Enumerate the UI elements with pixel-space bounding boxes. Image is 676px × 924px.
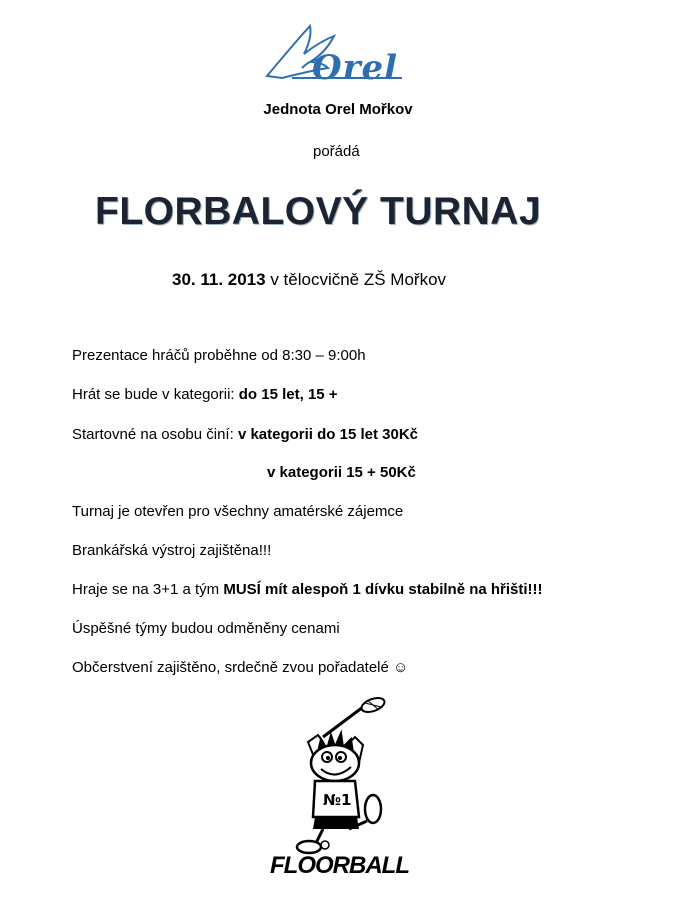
fee-line [72,426,418,443]
event-place: v tělocvičně ZŠ Mořkov [265,270,447,289]
fee-line-2 [267,464,416,481]
organizer-name: Jednota Orel Mořkov [263,101,413,118]
fee-value-under15: v kategorii do 15 let 30Kč [237,426,419,443]
categories-line [72,386,338,403]
registration-line: Prezentace hráčů proběhne od 8:30 – 9:00h [72,347,366,364]
fee-label: Startovné na osobu činí: [72,426,238,443]
fee-value-over15: v kategorii 15 + 50Kč [267,464,416,481]
date-location [172,270,446,290]
logo-wordmark: Orel [312,48,399,88]
event-date: 30. 11. 2013 [172,270,266,289]
rules-requirement: MUSÍ mít alespoň 1 dívku stabilně na hřišti!!! [223,581,543,598]
floorball-player-icon [263,697,413,857]
refreshments-line: Občerstvení zajištěno, srdečně zvou pořadatelé ☺ [72,659,409,676]
orel-logo [262,18,412,88]
categories-label: Hrát se bude v kategorii: [72,386,239,403]
page-title: FLORBALOVÝ TURNAJ [95,190,542,233]
open-line: Turnaj je otevřen pro všechny amatérské zájemce [72,503,404,520]
categories-value: do 15 let, 15 + [238,386,338,403]
prizes-line: Úspěšné týmy budou odměněny cenami [72,620,340,637]
rules-label: Hraje se na 3+1 a tým [72,581,224,598]
floorball-caption: FLOORBALL [270,852,409,879]
goalie-gear-line: Brankářská výstroj zajištěna!!! [72,542,272,559]
presents-text: pořádá [313,143,360,160]
shirt-number: №1 [323,791,352,809]
rules-line [72,581,543,598]
